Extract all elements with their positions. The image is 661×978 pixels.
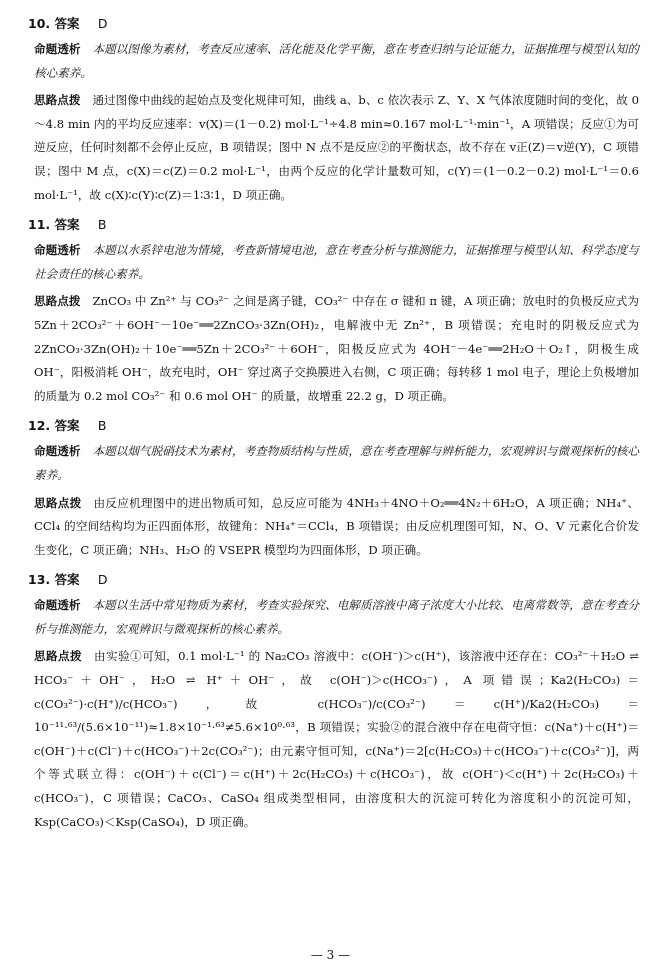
intent-label: 命题透析 — [34, 598, 81, 613]
solution-label: 思路点拨 — [34, 495, 82, 510]
solution-label: 思路点拨 — [34, 649, 83, 664]
intent-label: 命题透析 — [34, 444, 81, 459]
question-number: 13. — [28, 572, 51, 588]
answer-label: 答案 — [54, 418, 80, 434]
solution-text: 由反应机理图中的进出物质可知，总反应可能为 4NH₃＋4NO＋O₂══4N₂＋6H₂O，A 项正确；NH₄⁺、CCl₄ 的空间结构均为正四面体形，故键角：NH₄⁺＝CCl₄，B 项错误；由反应机理图可知，N、O、V 元素化合价发生变化，C 项正确；NH₃、H₂O 的 VSEPR 模型均为四面体形，D 项正确。 — [34, 495, 639, 557]
intent-text: 本题以图像为素材，考查反应速率、活化能及化学平衡，意在考查归纳与论证能力，证据推理与模型认知的核心素养。 — [34, 42, 639, 80]
question-10-solution — [34, 89, 639, 207]
question-12-header — [28, 416, 639, 434]
solution-text: ZnCO₃ 中 Zn²⁺ 与 CO₃²⁻ 之间是离子键，CO₃²⁻ 中存在 σ 键和 π 键，A 项正确；放电时的负极反应式为 5Zn＋2CO₃²⁻＋6OH⁻－10e⁻══2ZnCO₃·3Zn(OH)₂，电解液中无 Zn²⁺，B 项错误；充电时的阴极反应式为 2ZnCO₃·3Zn(OH)₂＋10e⁻══5Zn＋2CO₃²⁻＋6OH⁻，阳极反应式为 4OH⁻－4e⁻══2H₂O＋O₂↑，阴极生成 OH⁻，阳极消耗 OH⁻，故充电时，OH⁻ 穿过离子交换膜进入右侧，C 项正确；每转移 1 mol 电子，理论上负极增加的质量为 0.2 mol CO₃²⁻ 和 0.6 mol OH⁻ 的质量，故增重 22.2 g，D 项正确。 — [34, 294, 639, 403]
question-13-solution — [34, 645, 639, 834]
question-number: 12. — [28, 418, 51, 434]
answer-label: 答案 — [54, 217, 80, 233]
question-13-intent — [34, 594, 639, 641]
answer-label: 答案 — [54, 572, 80, 588]
answer-label: 答案 — [54, 16, 80, 31]
intent-label: 命题透析 — [34, 243, 81, 258]
question-12-intent — [34, 440, 639, 487]
intent-text: 本题以生活中常见物质为素材，考查实验探究、电解质溶液中离子浓度大小比较、电离常数等，意在考查分析与推测能力，宏观辨识与微观探析的核心素养。 — [34, 598, 639, 636]
answer-value: B — [97, 217, 107, 233]
question-10-header — [28, 14, 639, 32]
question-13-header — [28, 570, 639, 588]
question-12-solution — [34, 492, 639, 563]
solution-label: 思路点拨 — [34, 294, 81, 309]
answer-value: D — [97, 16, 108, 31]
question-11-solution — [34, 290, 639, 408]
solution-text: 由实验①可知，0.1 mol·L⁻¹ 的 Na₂CO₃ 溶液中：c(OH⁻)＞c(H⁺)，该溶液中还存在：CO₃²⁻＋H₂O ⇌ HCO₃⁻＋OH⁻，H₂O ⇌ H⁺＋OH⁻，故 c(OH⁻)＞c(HCO₃⁻)，A 项错误；Ka2(H₂CO₃)＝c(CO₃²⁻)·c(H⁺)/c(HCO₃⁻)，故 c(HCO₃⁻)/c(CO₃²⁻)＝c(H⁺)/Ka2(H₂CO₃)＝10⁻¹¹·⁶³/(5.6×10⁻¹¹)≈1.8×10⁻¹·⁶³≠5.6×10⁰·⁶³，B 项错误；实验②的混合液中存在电荷守恒：c(Na⁺)＋c(H⁺)＝c(OH⁻)＋c(Cl⁻)＋c(HCO₃⁻)＋2c(CO₃²⁻)；由元素守恒可知，c(Na⁺)＝2[c(H₂CO₃)＋c(HCO₃⁻)＋c(CO₃²⁻)]，两个等式联立得：c(OH⁻)＋c(Cl⁻)＝c(H⁺)＋2c(H₂CO₃)＋c(HCO₃⁻)，故 c(OH⁻)＜c(H⁺)＋2c(H₂CO₃)＋c(HCO₃⁻)，C 项错误；CaCO₃、CaSO₄ 组成类型相同，由溶度积大的沉淀可转化为溶度积小的沉淀可知，Ksp(CaCO₃)＜Ksp(CaSO₄)，D 项正确。 — [34, 649, 640, 829]
question-number: 10. — [28, 16, 51, 31]
question-10-intent — [34, 38, 639, 85]
question-11-intent — [34, 239, 639, 286]
answer-value: B — [97, 418, 107, 434]
answer-value: D — [97, 572, 108, 588]
intent-label: 命题透析 — [34, 42, 81, 56]
solution-label: 思路点拨 — [34, 93, 81, 108]
question-11-header — [28, 215, 639, 233]
intent-text: 本题以水系锌电池为情境，考查新情境电池，意在考查分析与推测能力，证据推理与模型认知、科学态度与社会责任的核心素养。 — [34, 243, 639, 281]
solution-text: 通过图像中曲线的起始点及变化规律可知，曲线 a、b、c 依次表示 Z、Y、X 气体浓度随时间的变化，故 0～4.8 min 内的平均反应速率：v(X)＝(1－0.2) mol·L⁻¹÷4.8 min≈0.167 mol·L⁻¹·min⁻¹，A 项错误；反应①为可逆反应，任何时刻都不会停止反应，B 项错误；图中 N 点不是反应②的平衡状态，故不存在 v正(Z)＝v逆(Y)，C 项错误；图中 M 点，c(X)＝c(Z)＝0.2 mol·L⁻¹，由两个反应的化学计量数可知，c(Y)＝(1－0.2－0.2) mol·L⁻¹＝0.6 mol·L⁻¹，故 c(X)∶c(Y)∶c(Z)＝1∶3∶1，D 项正确。 — [34, 93, 639, 202]
question-number: 11. — [28, 217, 51, 233]
intent-text: 本题以烟气脱硝技术为素材，考查物质结构与性质，意在考查理解与辨析能力，宏观辨识与微观探析的核心素养。 — [34, 444, 639, 482]
page-number: — 3 — — [310, 948, 351, 962]
